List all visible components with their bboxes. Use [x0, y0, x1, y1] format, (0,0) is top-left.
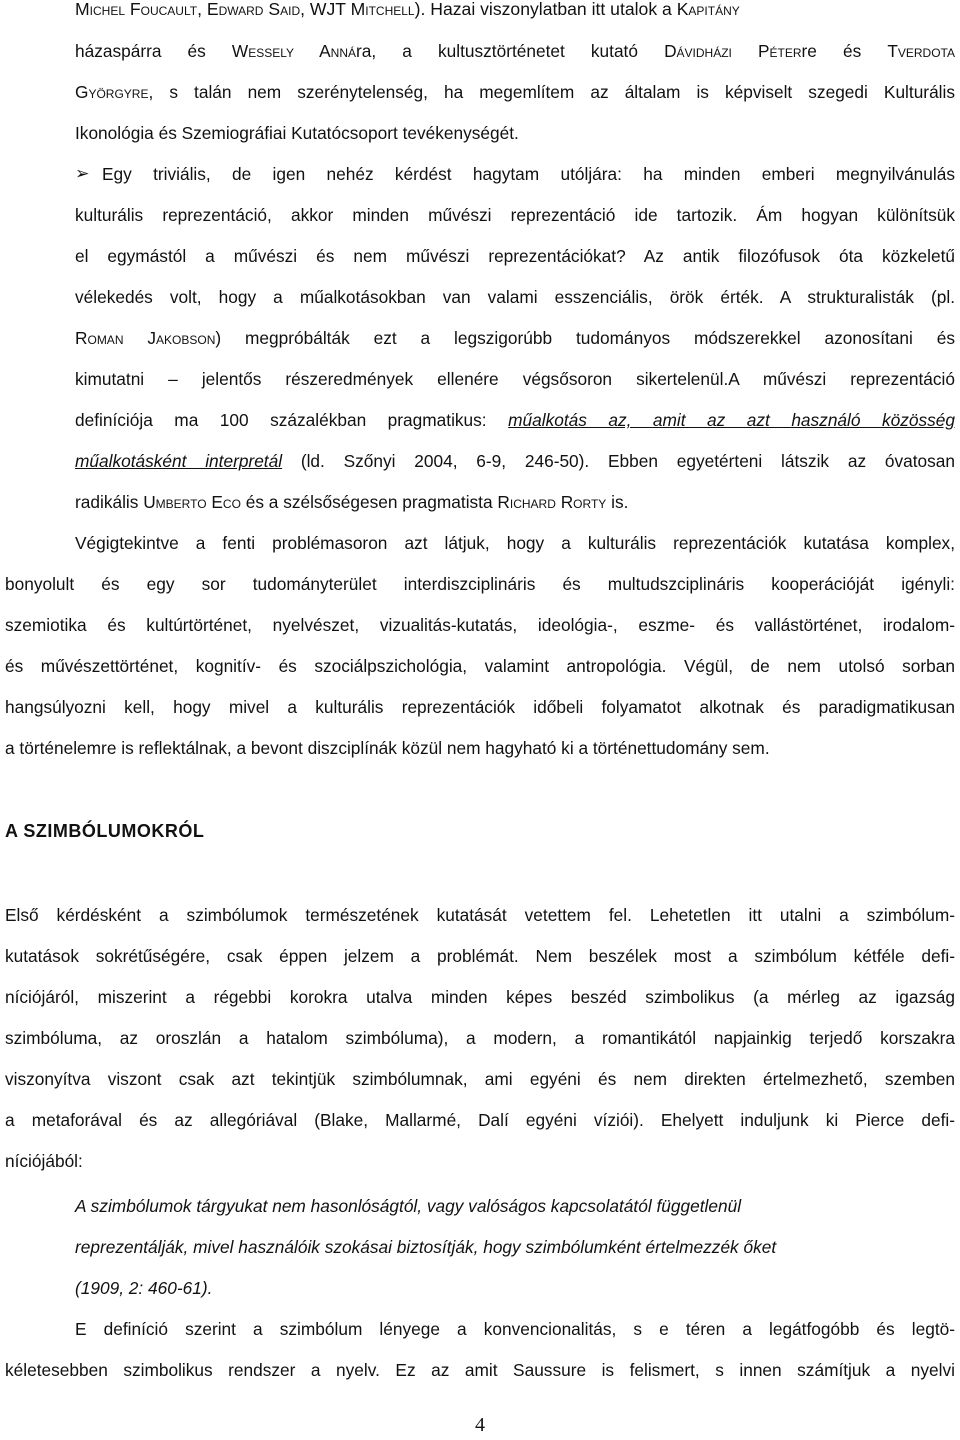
block-quote-line: A szimbólumok tárgyukat nem hasonlóságtól, vagy valóságos kapcsolatától függetlenül	[75, 1196, 742, 1216]
text-line: níciójából:	[5, 1151, 83, 1171]
text-line: Györgyre, s talán nem szerénytelenség, ha megemlítem az általam is képviselt szegedi Kulturális	[75, 82, 955, 102]
text-line: vélekedés volt, hogy a műalkotásokban van valami esszenciális, örök érték. A strukturalisták (pl.	[75, 287, 955, 307]
author-names: Michel Foucault, Edward Said, WJT Mitchell	[75, 0, 415, 19]
text-line: Végigtekintve a fenti problémasoron azt látjuk, hogy a kulturális reprezentációk kutatása komplex,	[75, 533, 955, 553]
text-line: E definíció szerint a szimbólum lényege a konvencionalitás, s e téren a legátfogóbb és legtö-	[75, 1319, 955, 1339]
text-line: níciójáról, miszerint a régebbi korokra utalva minden képes beszéd szimbolikus (a mérleg az igazság	[5, 987, 955, 1007]
text-line: szimbóluma, az oroszlán a hatalom szimbóluma), a modern, a romantikától napjainkig terjedő korszakra	[5, 1028, 955, 1048]
text-line: radikális Umberto Eco és a szélsőségesen pragmatista Richard Rorty is.	[75, 492, 629, 512]
text-line: Michel Foucault, Edward Said, WJT Mitchell). Hazai viszonylatban itt utalok a Kapitány	[75, 0, 740, 19]
text-line: Egy triviális, de igen nehéz kérdést hagytam utóljára: ha minden emberi megnyilvánulás	[102, 164, 955, 184]
page-number: 4	[475, 1414, 485, 1436]
text-line: a metaforával és az allegóriával (Blake, Mallarmé, Dalí egyéni víziói). Ehelyett induljunk ki Pierce defi-	[5, 1110, 955, 1130]
text-line: a történelemre is reflektálnak, a bevont diszciplínák közül nem hagyható ki a történettudomány sem.	[5, 738, 770, 758]
block-quote-citation: (1909, 2: 460-61).	[75, 1278, 213, 1298]
section-heading: A SZIMBÓLUMOKRÓL	[5, 821, 205, 841]
text-line: házaspárra és Wessely Annára, a kultusztörténetet kutató Dávidházi Péterre és Tverdota	[75, 41, 956, 61]
text-line: műalkotásként interpretál (ld. Szőnyi 2004, 6-9, 246-50). Ebben egyetérteni látszik az óvatosan	[75, 451, 956, 471]
text-line: viszonyítva viszont csak azt tekintjük szimbólumnak, ami egyéni és nem direkten értelmezhető, szemben	[5, 1069, 955, 1089]
text-line: definíciója ma 100 százalékban pragmatikus: műalkotás az, amit az azt használó közösség	[75, 410, 955, 430]
text-line: Roman Jakobson) megpróbálták ezt a legszigorúbb tudományos módszerekkel azonosítani és	[75, 328, 956, 348]
text-line: hangsúlyozni kell, hogy mivel a kulturális reprezentációk időbeli folyamatot alkotnak és paradigmatikusan	[5, 697, 955, 717]
text-line: Ikonológia és Szemiográfiai Kutatócsoport tevékenységét.	[75, 123, 519, 143]
text-line: Első kérdésként a szimbólumok természetének kutatását vetettem fel. Lehetetlen itt utalni a szimbólum-	[5, 905, 955, 925]
text-line: el egymástól a művészi és nem művészi reprezentációkat? Az antik filozófusok óta közkeletű	[75, 246, 955, 266]
text-line: kutatások sokrétűségére, csak éppen jelzem a problémát. Nem beszélek most a szimbólum kétféle defi-	[5, 946, 955, 966]
text-line: szemiotika és kultúrtörténet, nyelvészet, vizualitás-kutatás, ideológia-, eszme- és vallástörténet, irodalom-	[5, 615, 955, 635]
text-line: kimutatni – jelentős részeredmények ellenére végsősoron sikertelenül.A művészi reprezentáció	[75, 369, 955, 389]
text-line: bonyolult és egy sor tudományterület interdiszciplináris és multudszciplináris kooperációját igényli:	[5, 574, 955, 594]
block-quote-line: reprezentálják, mivel használóik szokásai biztosítják, hogy szimbólumként értelmezzék őket	[75, 1237, 777, 1257]
text-line: kéletesebben szimbolikus rendszer a nyelv. Ez az amit Saussure is felismert, s innen számítjuk a nyelvi	[5, 1360, 955, 1380]
text-line: kulturális reprezentáció, akkor minden művészi reprezentáció ide tartozik. Ám hogyan különítsük	[75, 205, 955, 225]
bullet-arrow-icon: ➢	[75, 164, 90, 184]
text-line: és művészettörténet, kognitív- és szociálpszichológia, valamint antropológia. Végül, de nem utolsó sorban	[5, 656, 955, 676]
